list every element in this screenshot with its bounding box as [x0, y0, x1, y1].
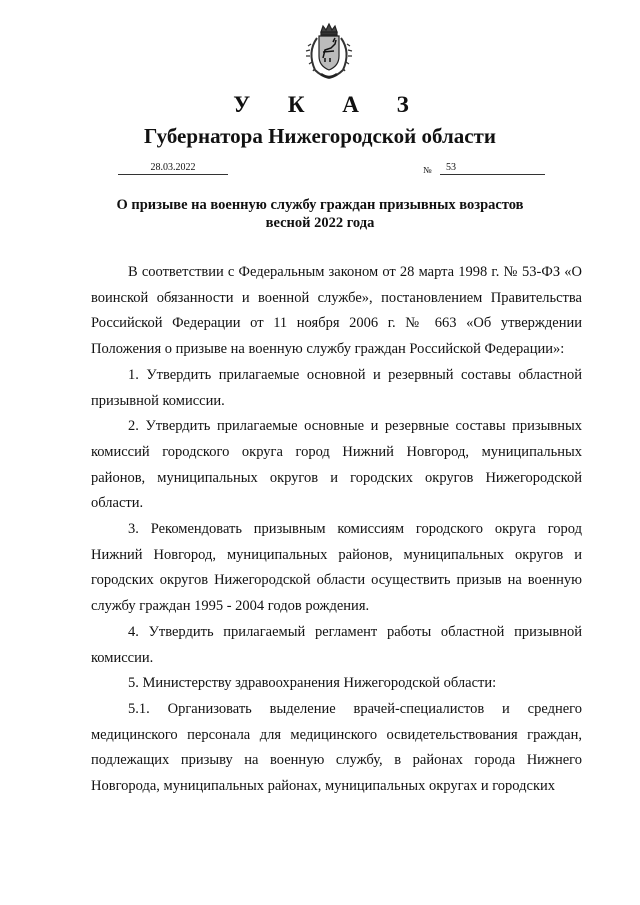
decree-heading — [0, 196, 640, 232]
paragraph-item-3: 3. Рекомендовать призывным комиссиям городского округа город Нижний Новгород, муниципальных районов, муниципальных округов и городских округов Нижегородской области осуществить призыв на военную службу граждан 1995 - 2004 годов рождения. — [91, 521, 582, 615]
number-sign: № — [423, 165, 432, 175]
paragraph-item-4: 4. Утвердить прилагаемый регламент работы областной призывной комиссии. — [91, 623, 582, 666]
coat-of-arms-emblem — [303, 22, 355, 82]
decree-number: 53 — [440, 162, 545, 175]
document-subtitle: Губернатора Нижегородской области — [144, 124, 496, 148]
heading-line-2: весной 2022 года — [265, 215, 375, 231]
decree-body — [91, 260, 582, 800]
paragraph-item-5-1: 5.1. Организовать выделение врачей-специалистов и среднего медицинского персонала для медицинского освидетельствования граждан, подлежащих призыву на военную службу, в районах города Нижнего Новгорода, муниципальных районах, муниципальных округах и городских — [91, 700, 582, 795]
paragraph-item-1: 1. Утвердить прилагаемые основной и резервный составы областной призывной комиссии. — [91, 366, 582, 409]
paragraph-item-5: 5. Министерству здравоохранения Нижегородской области: — [128, 675, 497, 692]
paragraph-preamble: В соответствии с Федеральным законом от 28 марта 1998 г. № 53-ФЗ «О воинской обязанности и военной службе», постановлением Правительства Российской Федерации от 11 ноября 2006 г. № 663 «Об утверждении Положения о призыве на военную службу граждан Российской Федерации»: — [91, 264, 582, 358]
heading-line-1: О призыве на военную службу граждан призывных возрастов — [116, 197, 524, 213]
paragraph-item-2: 2. Утвердить прилагаемые основные и резервные составы призывных комиссий городского округа город Нижний Новгород, муниципальных районов, муниципальных округов и городских округов Нижегородской области. — [91, 418, 582, 512]
decree-date: 28.03.2022 — [118, 162, 228, 175]
document-title: У К А З — [233, 92, 425, 117]
